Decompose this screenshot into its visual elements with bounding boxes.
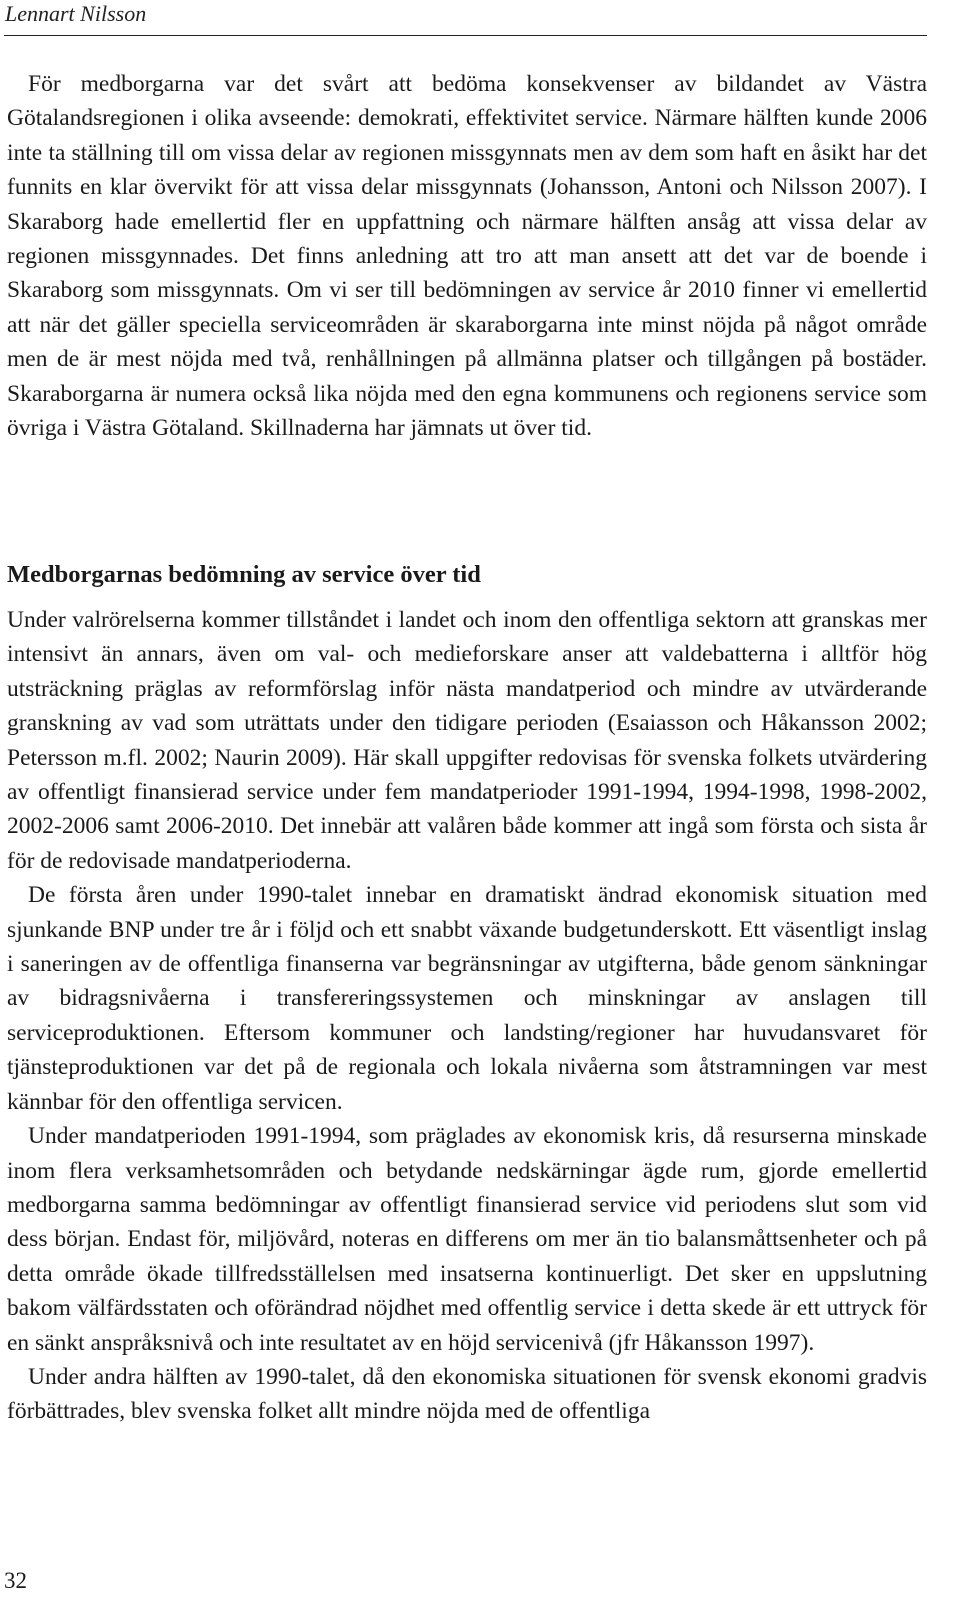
paragraph: Under mandatperioden 1991-1994, som präglades av ekonomisk kris, då resurserna minskade inom flera verksamhetsområden och betydande nedskärningar ägde rum, gjorde emellertid medborgarna samma bedömningar av offentligt finansierad service vid periodens slut som vid dess början. Endast för, miljövård, noteras en differens om mer än tio balansmåttsenheter och på detta område ökade tillfredsställelsen med insatserna kontinuerligt. Det sker en uppslutning bakom välfärdsstaten och oförändrad nöjdhet med offentlig service i detta skede är ett uttryck för en sänkt anspråksnivå och inte resultatet av en höjd servicenivå (jfr Håkansson 1997). bbox=[7, 1123, 927, 1356]
paragraph: Under andra hälften av 1990-talet, då den ekonomiska situationen för svensk ekonomi gradvis förbättrades, blev svenska folket allt mindre nöjda med de offentliga bbox=[7, 1363, 927, 1425]
paragraph: Under valrörelserna kommer tillståndet i landet och inom den offentliga sektorn att granskas mer intensivt än annars, även om val- och medieforskare anser att valdebatterna i alltför hög utsträckning präglas av reformförslag inför nästa mandatperiod och mindre av utvärderande granskning av vad som uträttats under den tidigare perioden (Esaiasson och Håkansson 2002; Petersson m.fl. 2002; Naurin 2009). Här skall uppgifter redovisas för svenska folkets utvärdering av offentligt finansierad service under fem mandatperioder 1991-1994, 1994-1998, 1998-2002, 2002-2006 samt 2006-2010. Det innebär att valåren både kommer att ingå som första och sista år för de redovisade mandatperioderna. bbox=[7, 607, 927, 874]
section-heading: Medborgarnas bedömning av service över tid bbox=[7, 561, 481, 588]
section-text-block bbox=[7, 603, 927, 1429]
header-rule bbox=[4, 35, 927, 36]
page-number: 32 bbox=[4, 1568, 27, 1593]
paragraph: För medborgarna var det svårt att bedöma konsekvenser av bildandet av Västra Götalandsregionen i olika avseende: demokrati, effektivitet service. Närmare hälften kunde 2006 inte ta ställning till om vissa delar av regionen missgynnats men av dem som haft en åsikt har det funnits en klar övervikt för att vissa delar missgynnats (Johansson, Antoni och Nilsson 2007). I Skaraborg hade emellertid fler en uppfattning och närmare hälften ansåg att vissa delar av regionen missgynnades. Det finns anledning att tro att man ansett att det var de boende i Skaraborg som missgynnats. Om vi ser till bedömningen av service år 2010 finner vi emellertid att när det gäller speciella serviceområden är skaraborgarna inte minst nöjda på något område men de är mest nöjda med två, renhållningen på allmänna platser och tillgången på bostäder. Skaraborgarna är numera också lika nöjda med den egna kommunens och regionens service som övriga i Västra Götaland. Skillnaderna har jämnats ut över tid. bbox=[7, 71, 927, 442]
running-header: Lennart Nilsson bbox=[5, 1, 147, 26]
intro-text-block bbox=[7, 67, 927, 445]
paragraph: De första åren under 1990-talet innebar en dramatiskt ändrad ekonomisk situation med sjunkande BNP under tre år i följd och ett snabbt växande budgetunderskott. Ett väsentligt inslag i saneringen av de offentliga finanserna var begränsningar av utgifterna, både genom sänkningar av bidragsnivåerna i transfereringssystemen och minskningar av anslagen till serviceproduktionen. Eftersom kommuner och landsting/regioner har huvudansvaret för tjänsteproduktionen var det på de regionala och lokala nivåerna som åtstramningen var mest kännbar för den offentliga servicen. bbox=[7, 882, 927, 1115]
